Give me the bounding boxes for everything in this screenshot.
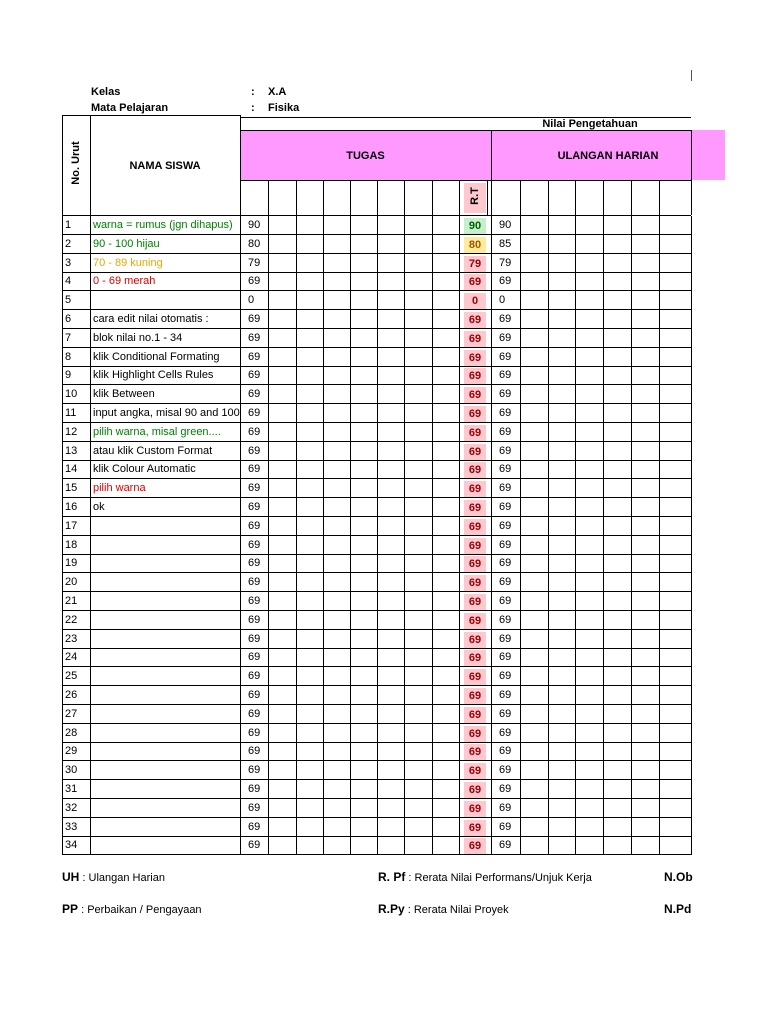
table-row — [62, 836, 691, 855]
rt-score[interactable]: 69 — [464, 820, 486, 836]
row-number[interactable]: 12 — [65, 426, 78, 438]
row-number[interactable]: 10 — [65, 388, 78, 400]
rt-score[interactable]: 69 — [464, 556, 486, 572]
row-number[interactable]: 9 — [65, 369, 72, 381]
student-name[interactable] — [93, 818, 241, 837]
ulangan-score-1[interactable]: 69 — [499, 839, 512, 851]
tugas-score-1[interactable]: 69 — [248, 802, 261, 814]
legend-rpf-abbr: R. Pf — [378, 870, 406, 884]
text-cursor — [691, 70, 692, 81]
student-name[interactable] — [93, 705, 241, 724]
kelas-label: Kelas — [91, 86, 121, 98]
ulangan-score-1[interactable]: 69 — [499, 576, 512, 588]
row-number[interactable]: 21 — [65, 595, 78, 607]
tugas-score-1[interactable]: 69 — [248, 670, 261, 682]
tugas-score-1[interactable]: 69 — [248, 651, 261, 663]
ulangan-score-1[interactable]: 69 — [499, 764, 512, 776]
ulangan-score-1[interactable]: 69 — [499, 651, 512, 663]
rt-score[interactable]: 69 — [464, 669, 486, 685]
mapel-value: Fisika — [268, 102, 300, 114]
tugas-header: TUGAS — [346, 150, 385, 162]
tugas-score-1[interactable]: 69 — [248, 482, 261, 494]
rt-score[interactable]: 69 — [464, 707, 486, 723]
student-name[interactable]: ok — [93, 501, 105, 513]
table-row — [62, 724, 691, 743]
table-row — [62, 554, 691, 573]
legend-pp-text: : Perbaikan / Pengayaan — [81, 904, 202, 916]
rt-score[interactable]: 69 — [464, 594, 486, 610]
student-name[interactable]: 90 - 100 hijau — [93, 238, 160, 250]
table-row — [62, 705, 691, 724]
rt-score[interactable]: 69 — [464, 763, 486, 779]
table-row — [62, 630, 691, 649]
student-name[interactable] — [93, 761, 241, 780]
row-number[interactable]: 34 — [65, 839, 78, 851]
ulangan-score-1[interactable]: 69 — [499, 689, 512, 701]
tugas-score-1[interactable]: 69 — [248, 463, 261, 475]
tugas-score-1[interactable]: 69 — [248, 783, 261, 795]
ulangan-score-1[interactable]: 69 — [499, 821, 512, 833]
table-row — [62, 235, 691, 254]
tugas-score-1[interactable]: 0 — [248, 294, 255, 306]
ulangan-score-1[interactable]: 69 — [499, 783, 512, 795]
row-number[interactable]: 13 — [65, 445, 78, 457]
ulangan-header: ULANGAN HARIAN — [557, 150, 659, 162]
student-name[interactable] — [93, 742, 241, 761]
row-number[interactable]: 30 — [65, 764, 78, 776]
table-row — [62, 272, 691, 291]
row-number[interactable]: 8 — [65, 351, 72, 363]
student-name[interactable]: cara edit nilai otomatis : — [93, 313, 209, 325]
ulangan-score-1[interactable]: 69 — [499, 445, 512, 457]
legend-rpy — [378, 902, 509, 916]
ulangan-score-1[interactable]: 69 — [499, 369, 512, 381]
ulangan-score-1[interactable]: 69 — [499, 727, 512, 739]
legend-nob — [664, 870, 693, 884]
rt-score[interactable]: 69 — [464, 688, 486, 704]
rt-score[interactable]: 69 — [464, 444, 486, 460]
row-number[interactable]: 25 — [65, 670, 78, 682]
table-row — [62, 517, 691, 536]
rt-score[interactable]: 69 — [464, 782, 486, 798]
student-name[interactable] — [93, 648, 241, 667]
student-name[interactable] — [93, 686, 241, 705]
ulangan-score-1[interactable]: 0 — [499, 294, 506, 306]
rt-score[interactable]: 69 — [464, 801, 486, 817]
student-name[interactable] — [93, 799, 241, 818]
rt-score[interactable]: 69 — [464, 331, 486, 347]
rt-score[interactable]: 69 — [464, 274, 486, 290]
rt-score[interactable]: 69 — [464, 650, 486, 666]
student-name[interactable]: input angka, misal 90 and 100 — [93, 407, 240, 419]
table-row — [62, 404, 691, 423]
row-number[interactable]: 3 — [65, 257, 72, 269]
tugas-score-1[interactable]: 69 — [248, 708, 261, 720]
tugas-score-1[interactable]: 69 — [248, 614, 261, 626]
legend-rpy-abbr: R.Py — [378, 902, 405, 916]
rt-score[interactable]: 69 — [464, 368, 486, 384]
ulangan-score-1[interactable]: 69 — [499, 708, 512, 720]
tugas-score-1[interactable]: 69 — [248, 821, 261, 833]
student-name[interactable]: 70 - 89 kuning — [93, 257, 163, 269]
table-row — [62, 648, 691, 667]
tugas-score-1[interactable]: 69 — [248, 633, 261, 645]
legend-rpy-text: : Rerata Nilai Proyek — [407, 904, 509, 916]
table-row — [62, 310, 691, 329]
tugas-score-1[interactable]: 69 — [248, 426, 261, 438]
row-number[interactable]: 14 — [65, 463, 78, 475]
ulangan-score-1[interactable]: 69 — [499, 557, 512, 569]
row-number[interactable]: 17 — [65, 520, 78, 532]
legend-npd — [664, 902, 691, 916]
legend-nob-abbr: N.Ob — [664, 870, 693, 884]
ulangan-score-1[interactable]: 69 — [499, 351, 512, 363]
student-name[interactable]: klik Between — [93, 388, 155, 400]
tugas-score-1[interactable]: 69 — [248, 539, 261, 551]
student-name[interactable] — [93, 611, 241, 630]
row-number[interactable]: 28 — [65, 727, 78, 739]
row-number[interactable]: 22 — [65, 614, 78, 626]
tugas-score-1[interactable]: 79 — [248, 257, 261, 269]
student-name[interactable] — [93, 592, 241, 611]
ulangan-score-1[interactable]: 69 — [499, 745, 512, 757]
table-row — [62, 780, 691, 799]
row-number[interactable]: 16 — [65, 501, 78, 513]
legend-uh — [62, 870, 165, 884]
student-name[interactable] — [93, 630, 241, 649]
ulangan-score-1[interactable]: 69 — [499, 275, 512, 287]
table-row — [62, 254, 691, 273]
legend-pp — [62, 902, 202, 916]
row-number[interactable]: 32 — [65, 802, 78, 814]
student-name[interactable] — [93, 573, 241, 592]
student-name[interactable]: klik Conditional Formating — [93, 351, 220, 363]
table-row — [62, 442, 691, 461]
row-number[interactable]: 29 — [65, 745, 78, 757]
rt-score[interactable]: 69 — [464, 632, 486, 648]
student-name[interactable] — [93, 536, 241, 555]
table-row — [62, 667, 691, 686]
rt-score[interactable]: 69 — [464, 575, 486, 591]
table-row — [62, 536, 691, 555]
student-name[interactable] — [93, 667, 241, 686]
rt-score[interactable]: 69 — [464, 519, 486, 535]
tugas-score-1[interactable]: 69 — [248, 764, 261, 776]
ulangan-score-1[interactable]: 69 — [499, 332, 512, 344]
rt-score[interactable]: 69 — [464, 312, 486, 328]
table-row — [62, 799, 691, 818]
rt-score[interactable]: 90 — [464, 218, 486, 234]
row-number[interactable]: 1 — [65, 219, 72, 231]
row-number[interactable]: 5 — [65, 294, 72, 306]
rt-score[interactable]: 79 — [464, 256, 486, 272]
tugas-score-1[interactable]: 69 — [248, 557, 261, 569]
rt-score[interactable]: 69 — [464, 406, 486, 422]
tugas-score-1[interactable]: 69 — [248, 369, 261, 381]
row-number[interactable]: 27 — [65, 708, 78, 720]
tugas-score-1[interactable]: 69 — [248, 501, 261, 513]
rt-score[interactable]: 69 — [464, 425, 486, 441]
tugas-score-1[interactable]: 90 — [248, 219, 261, 231]
table-row — [62, 498, 691, 517]
ulangan-score-1[interactable]: 90 — [499, 219, 512, 231]
ulangan-score-1[interactable]: 69 — [499, 633, 512, 645]
table-row — [62, 686, 691, 705]
row-number[interactable]: 7 — [65, 332, 72, 344]
legend-uh-abbr: UH — [62, 870, 80, 884]
row-number[interactable]: 26 — [65, 689, 78, 701]
rt-score[interactable]: 69 — [464, 500, 486, 516]
table-row — [62, 291, 691, 310]
row-number[interactable]: 2 — [65, 238, 72, 250]
kelas-colon: : — [251, 86, 255, 98]
tugas-score-1[interactable]: 69 — [248, 727, 261, 739]
ulangan-score-1[interactable]: 69 — [499, 802, 512, 814]
student-name[interactable]: pilih warna — [93, 482, 146, 494]
tugas-score-1[interactable]: 69 — [248, 275, 261, 287]
table-row — [62, 329, 691, 348]
table-row — [62, 611, 691, 630]
student-name[interactable] — [93, 517, 241, 536]
tugas-score-1[interactable]: 69 — [248, 745, 261, 757]
student-name[interactable]: warna = rumus (jgn dihapus) — [93, 219, 233, 231]
table-row — [62, 818, 691, 837]
tugas-score-1[interactable]: 69 — [248, 689, 261, 701]
rt-score[interactable]: 69 — [464, 613, 486, 629]
table-row — [62, 592, 691, 611]
student-name[interactable]: klik Colour Automatic — [93, 463, 196, 475]
legend-rpf — [378, 870, 592, 884]
ulangan-score-1[interactable]: 69 — [499, 595, 512, 607]
rt-score[interactable]: 69 — [464, 387, 486, 403]
ulangan-score-1[interactable]: 69 — [499, 388, 512, 400]
row-number[interactable]: 33 — [65, 821, 78, 833]
rt-score[interactable]: 69 — [464, 744, 486, 760]
tugas-score-1[interactable]: 69 — [248, 407, 261, 419]
student-name[interactable]: pilih warna, misal green.... — [93, 426, 221, 438]
tugas-score-1[interactable]: 69 — [248, 595, 261, 607]
row-number[interactable]: 18 — [65, 539, 78, 551]
rt-score[interactable]: 69 — [464, 726, 486, 742]
tugas-score-1[interactable]: 69 — [248, 445, 261, 457]
table-row — [62, 216, 691, 235]
student-name[interactable] — [93, 780, 241, 799]
table-row — [62, 366, 691, 385]
row-number[interactable]: 15 — [65, 482, 78, 494]
student-name[interactable]: klik Highlight Cells Rules — [93, 369, 214, 381]
ulangan-score-1[interactable]: 69 — [499, 426, 512, 438]
nama-siswa-header: NAMA SISWA — [129, 160, 201, 172]
student-name[interactable]: atau klik Custom Format — [93, 445, 213, 457]
row-number[interactable]: 4 — [65, 275, 72, 287]
ulangan-score-1[interactable]: 69 — [499, 501, 512, 513]
student-name[interactable] — [93, 554, 241, 573]
ulangan-score-1[interactable]: 69 — [499, 670, 512, 682]
table-row — [62, 348, 691, 367]
tugas-score-1[interactable]: 80 — [248, 238, 261, 250]
ulangan-score-1[interactable]: 69 — [499, 313, 512, 325]
row-number[interactable]: 6 — [65, 313, 72, 325]
tugas-score-1[interactable]: 69 — [248, 520, 261, 532]
ulangan-score-1[interactable]: 85 — [499, 238, 512, 250]
table-row — [62, 385, 691, 404]
table-row — [62, 460, 691, 479]
tugas-score-1[interactable]: 69 — [248, 388, 261, 400]
rt-score[interactable]: 69 — [464, 462, 486, 478]
row-number[interactable]: 24 — [65, 651, 78, 663]
row-number[interactable]: 11 — [65, 407, 77, 419]
table-row — [62, 573, 691, 592]
table-row — [62, 761, 691, 780]
mapel-colon: : — [251, 102, 255, 114]
no-urut-header: No. Urut — [70, 141, 82, 185]
rt-score[interactable]: 69 — [464, 838, 486, 854]
tugas-score-1[interactable]: 69 — [248, 351, 261, 363]
legend-uh-text: : Ulangan Harian — [82, 872, 165, 884]
student-name[interactable]: blok nilai no.1 - 34 — [93, 332, 183, 344]
legend-pp-abbr: PP — [62, 902, 79, 916]
table-row — [62, 479, 691, 498]
row-number[interactable]: 20 — [65, 576, 78, 588]
rt-header: R.T — [469, 187, 481, 205]
ulangan-score-1[interactable]: 69 — [499, 539, 512, 551]
ulangan-score-1[interactable]: 79 — [499, 257, 512, 269]
student-name[interactable] — [93, 836, 241, 855]
mapel-label: Mata Pelajaran — [91, 102, 169, 114]
row-number[interactable]: 19 — [65, 557, 78, 569]
rt-score[interactable]: 0 — [464, 293, 486, 309]
student-name[interactable] — [93, 291, 241, 310]
row-number[interactable]: 31 — [65, 783, 78, 795]
ulangan-score-1[interactable]: 69 — [499, 614, 512, 626]
student-name[interactable]: 0 - 69 merah — [93, 275, 156, 287]
table-row — [62, 742, 691, 761]
rt-score[interactable]: 80 — [464, 237, 486, 253]
tugas-score-1[interactable]: 69 — [248, 313, 261, 325]
rt-score[interactable]: 69 — [464, 538, 486, 554]
legend-rpf-text: : Rerata Nilai Performans/Unjuk Kerja — [408, 872, 592, 884]
group-title: Nilai Pengetahuan — [542, 118, 638, 130]
tugas-score-1[interactable]: 69 — [248, 839, 261, 851]
table-row — [62, 423, 691, 442]
ulangan-score-1[interactable]: 69 — [499, 482, 512, 494]
ulangan-score-1[interactable]: 69 — [499, 407, 512, 419]
rt-score[interactable]: 69 — [464, 350, 486, 366]
tugas-score-1[interactable]: 69 — [248, 332, 261, 344]
legend-npd-abbr: N.Pd — [664, 902, 692, 916]
row-number[interactable]: 23 — [65, 633, 78, 645]
tugas-score-1[interactable]: 69 — [248, 576, 261, 588]
ulangan-score-1[interactable]: 69 — [499, 463, 512, 475]
student-name[interactable] — [93, 724, 241, 743]
rt-score[interactable]: 69 — [464, 481, 486, 497]
kelas-value: X.A — [268, 86, 287, 98]
ulangan-score-1[interactable]: 69 — [499, 520, 512, 532]
